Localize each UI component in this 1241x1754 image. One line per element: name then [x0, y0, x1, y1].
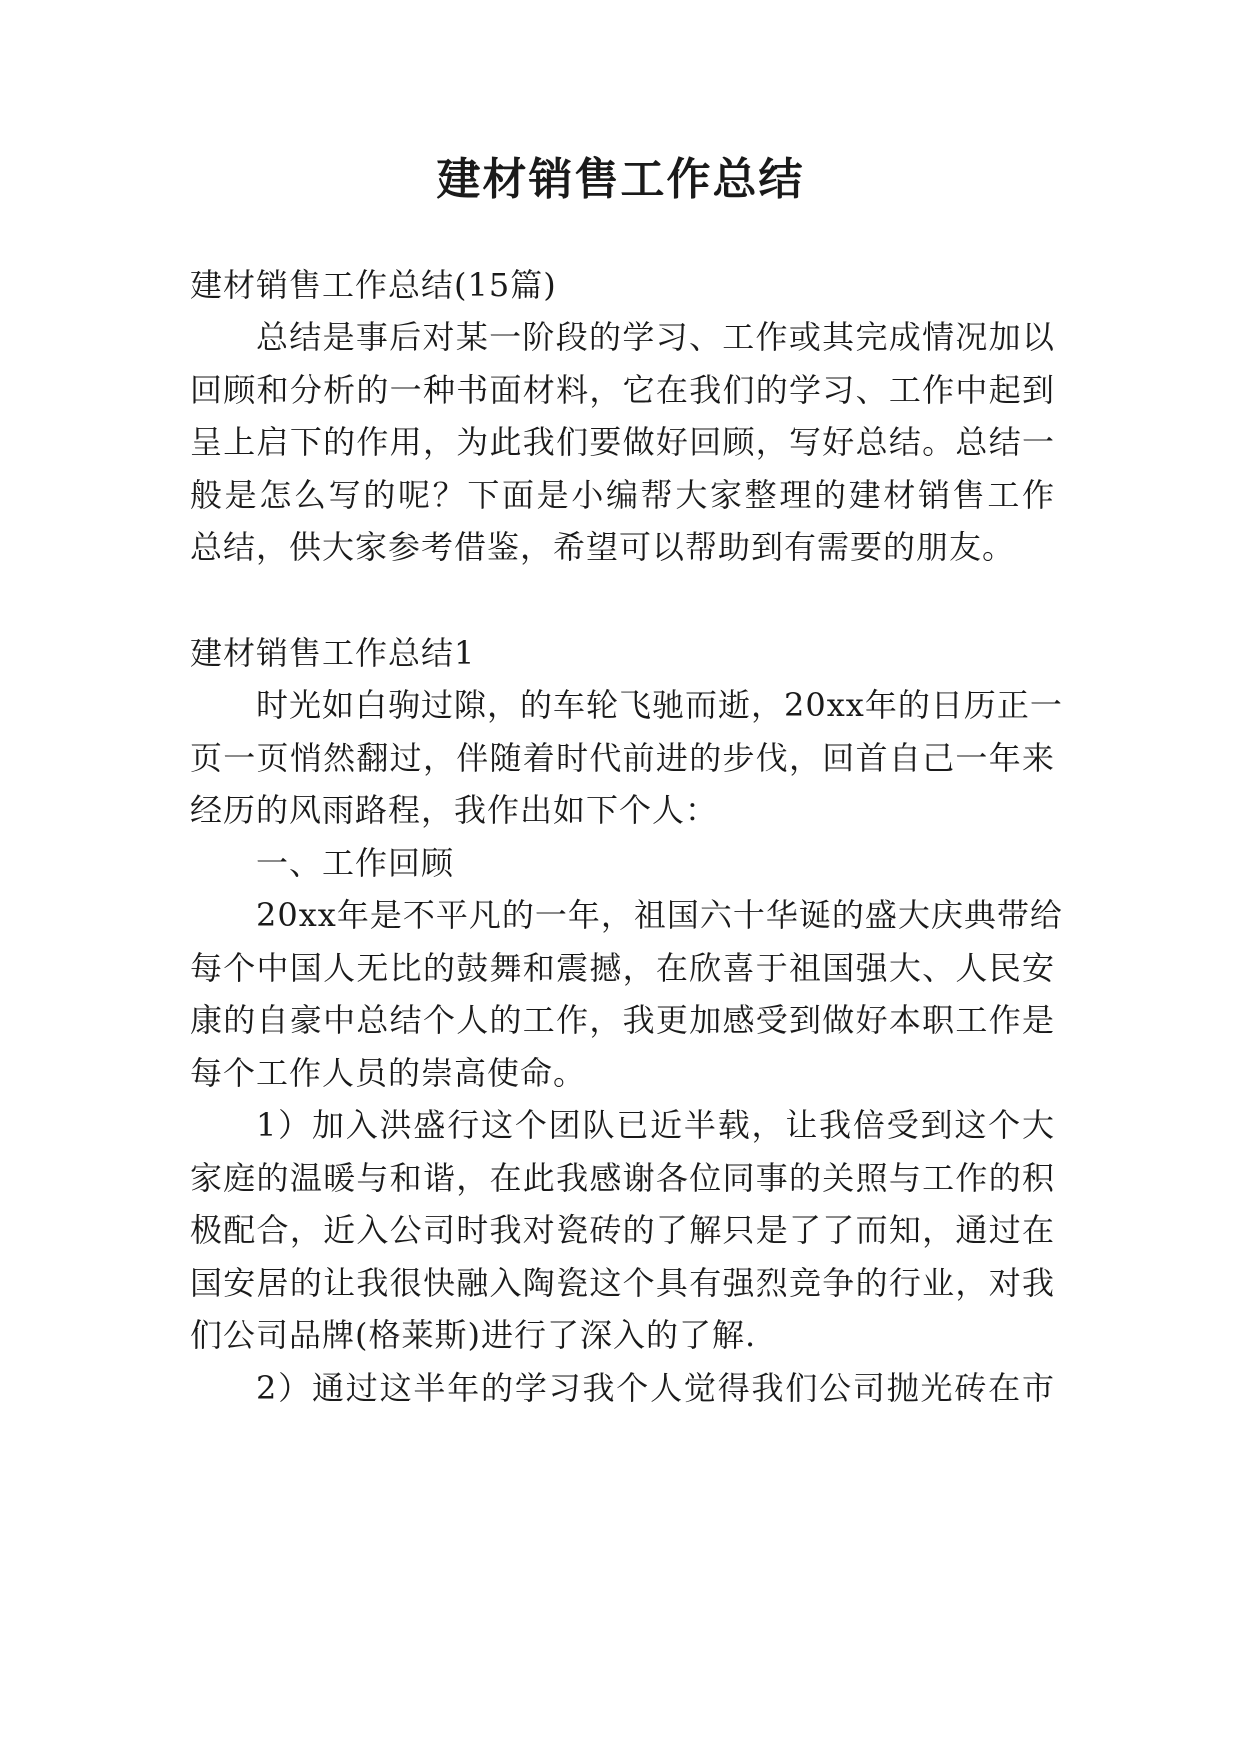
body-line: 每个中国人无比的鼓舞和震撼，在欣喜于祖国强大、人民安 — [190, 949, 1055, 987]
body-line: 页一页悄然翻过，伴随着时代前进的步伐，回首自己一年来 — [190, 739, 1055, 777]
intro-line: 总结，供大家参考借鉴，希望可以帮助到有需要的朋友。 — [190, 528, 1016, 566]
body-line: 每个工作人员的崇高使命。 — [190, 1054, 587, 1092]
body-line: 2）通过这半年的学习我个人觉得我们公司抛光砖在市 — [256, 1369, 1055, 1407]
body-line: 康的自豪中总结个人的工作，我更加感受到做好本职工作是 — [190, 1001, 1055, 1039]
body-line: 1）加入洪盛行这个团队已近半载，让我倍受到这个大 — [256, 1106, 1055, 1144]
body-line: 们公司品牌(格莱斯)进行了深入的了解. — [190, 1316, 757, 1354]
section-title: 建材销售工作总结1 — [190, 634, 476, 672]
body-line: 家庭的温暖与和谐，在此我感谢各位同事的关照与工作的积 — [190, 1159, 1055, 1197]
body-line: 极配合，近入公司时我对瓷砖的了解只是了了而知，通过在 — [190, 1211, 1055, 1249]
document-title: 建材销售工作总结 — [436, 154, 805, 205]
document-subtitle: 建材销售工作总结(15篇) — [190, 266, 557, 304]
intro-line: 般是怎么写的呢？下面是小编帮大家整理的建材销售工作 — [190, 476, 1055, 514]
body-line: 国安居的让我很快融入陶瓷这个具有强烈竞争的行业，对我 — [190, 1264, 1055, 1302]
intro-line: 总结是事后对某一阶段的学习、工作或其完成情况加以 — [256, 318, 1055, 356]
section-heading: 一、工作回顾 — [256, 844, 455, 882]
body-line: 时光如白驹过隙，的车轮飞驰而逝，20xx年的日历正一 — [256, 686, 1063, 724]
body-line: 经历的风雨路程，我作出如下个人： — [190, 791, 719, 829]
body-line: 20xx年是不平凡的一年，祖国六十华诞的盛大庆典带给 — [256, 896, 1063, 934]
intro-line: 回顾和分析的一种书面材料，它在我们的学习、工作中起到 — [190, 371, 1055, 409]
intro-line: 呈上启下的作用，为此我们要做好回顾，写好总结。总结一 — [190, 423, 1055, 461]
